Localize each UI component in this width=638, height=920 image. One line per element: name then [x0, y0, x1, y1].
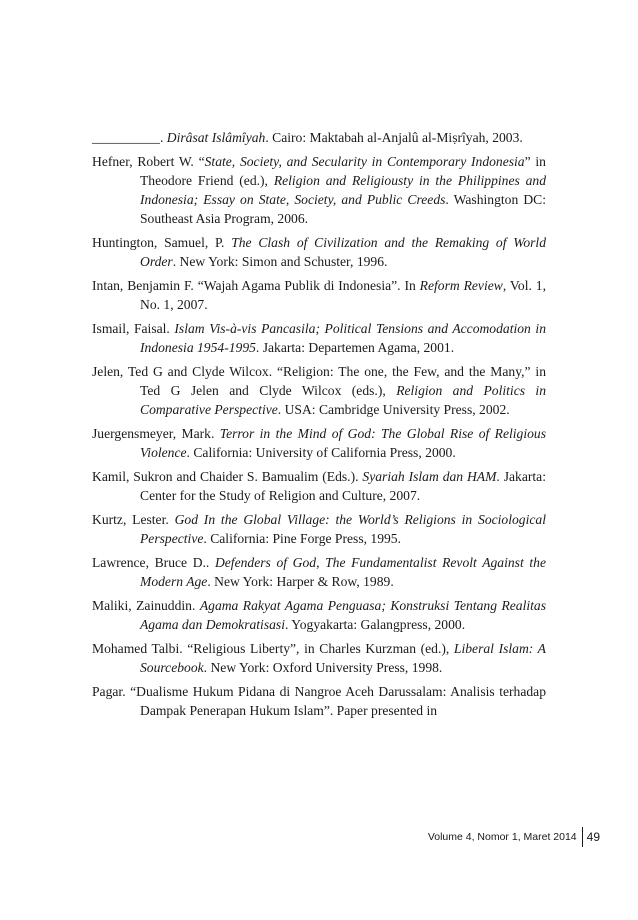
- reference-text: . New York: Simon and Schuster, 1996.: [172, 254, 388, 269]
- reference-text: . California: Pine Forge Press, 1995.: [203, 531, 402, 546]
- reference-text: Ismail, Faisal.: [92, 321, 175, 336]
- reference-entry: [92, 467, 546, 505]
- reference-title: Liberal Islam: A Sourcebook: [140, 641, 546, 675]
- reference-entry: [92, 152, 546, 228]
- reference-entry: [92, 276, 546, 314]
- reference-list: [92, 128, 546, 725]
- reference-text: . New York: Oxford University Press, 1998.: [203, 660, 443, 675]
- reference-text: . California: University of California Press, 2000.: [186, 445, 456, 460]
- reference-text: , Vol. 1, No. 1, 2007.: [140, 278, 546, 312]
- reference-text: ” in Theodore Friend (ed.),: [140, 154, 546, 188]
- reference-entry: [92, 682, 546, 720]
- reference-title: Reform Review: [419, 278, 503, 293]
- reference-text: Jelen, Ted G and Clyde Wilcox. “Religion: The one, the Few, and the Many,” in Ted G Jelen and Clyde Wilcox (eds.),: [92, 364, 546, 398]
- reference-entry: [92, 424, 546, 462]
- reference-entry: [92, 553, 546, 591]
- reference-entry: [92, 596, 546, 634]
- reference-text: Hefner, Robert W. “: [92, 154, 205, 169]
- reference-text: . Jakarta: Center for the Study of Religion and Culture, 2007.: [140, 469, 546, 503]
- reference-title: The Clash of Civilization and the Remaking of World Order: [140, 235, 546, 269]
- journal-volume-info: Volume 4, Nomor 1, Maret 2014: [427, 831, 577, 843]
- reference-text: Mohamed Talbi. “Religious Liberty”, in Charles Kurzman (ed.),: [92, 641, 454, 656]
- reference-entry: [92, 128, 546, 147]
- reference-title: God In the Global Village: the World’s Religions in Sociological Perspective: [140, 512, 546, 546]
- reference-text: Pagar. “Dualisme Hukum Pidana di Nangroe Aceh Darussalam: Analisis terhadap Dampak Penerapan Hukum Islam”. Paper presented in: [92, 684, 546, 718]
- reference-title: State, Society, and Secularity in Contemporary Indonesia: [204, 154, 525, 169]
- footer-separator: [582, 827, 583, 847]
- reference-text: . Washington DC: Southeast Asia Program, 2006.: [140, 192, 546, 226]
- reference-title: Dirâsat Islâmîyah: [166, 130, 266, 145]
- reference-text: Kamil, Sukron and Chaider S. Bamualim (Eds.).: [92, 469, 363, 484]
- reference-title: Religion and Religiousty in the Philippines and Indonesia; Essay on State, Society, and Public Creeds: [140, 173, 547, 207]
- reference-text: . New York: Harper & Row, 1989.: [207, 574, 394, 589]
- reference-text: Juergensmeyer, Mark.: [92, 426, 220, 441]
- reference-entry: [92, 319, 546, 357]
- reference-text: . Jakarta: Departemen Agama, 2001.: [255, 340, 455, 355]
- reference-title: Terror in the Mind of God: The Global Rise of Religious Violence: [140, 426, 547, 460]
- reference-text: Intan, Benjamin F. “Wajah Agama Publik di Indonesia”. In: [92, 278, 420, 293]
- reference-text: Kurtz, Lester.: [92, 512, 175, 527]
- reference-entry: [92, 639, 546, 677]
- reference-text: Huntington, Samuel, P.: [92, 235, 232, 250]
- reference-title: Islam Vis-à-vis Pancasila; Political Tensions and Accomodation in Indonesia 1954-1995: [140, 321, 546, 355]
- reference-text: . Cairo: Maktabah al-Anjalû al-Miṣrîyah, 2003.: [265, 130, 523, 145]
- page-number: 49: [586, 830, 600, 844]
- page-footer: [0, 827, 600, 847]
- reference-entry: [92, 510, 546, 548]
- reference-title: Religion and Politics in Comparative Perspective: [140, 383, 547, 417]
- reference-entry: [92, 233, 546, 271]
- reference-title: Agama Rakyat Agama Penguasa; Konstruksi Tentang Realitas Agama dan Demokratisasi: [140, 598, 547, 632]
- reference-text: Maliki, Zainuddin.: [92, 598, 200, 613]
- reference-text: . Yogyakarta: Galangpress, 2000.: [285, 617, 466, 632]
- reference-title: Syariah Islam dan HAM: [362, 469, 497, 484]
- reference-text: . USA: Cambridge University Press, 2002.: [277, 402, 510, 417]
- reference-title: Defenders of God, The Fundamentalist Revolt Against the Modern Age: [140, 555, 546, 589]
- reference-text: Lawrence, Bruce D..: [92, 555, 215, 570]
- reference-text: __________.: [92, 130, 167, 145]
- reference-entry: [92, 362, 546, 419]
